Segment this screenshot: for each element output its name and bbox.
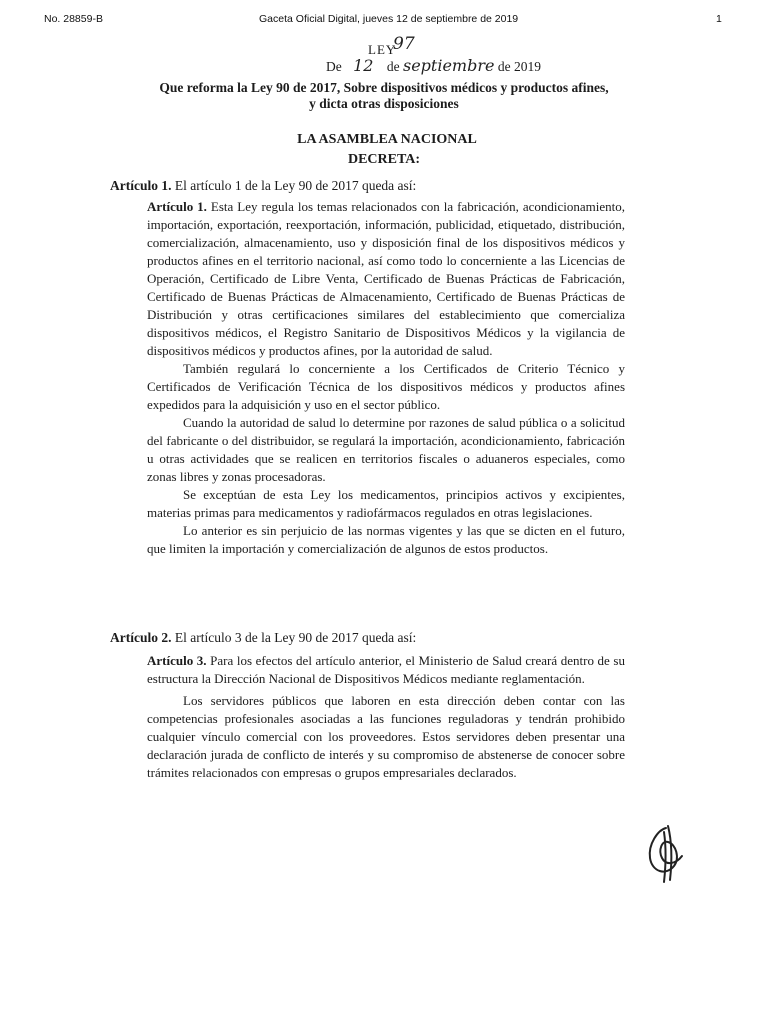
article-1-heading <box>110 178 416 194</box>
paragraph: Lo anterior es sin perjuicio de las normas vigentes y las que se dicten en el futuro, que limiten la importación y comercialización de algunos de estos productos. <box>147 523 625 556</box>
article-1-intro: El artículo 1 de la Ley 90 de 2017 queda así: <box>171 178 417 193</box>
paragraph <box>147 198 625 360</box>
gazette-number: No. 28859-B <box>44 13 103 25</box>
article-1-text <box>147 198 625 558</box>
law-title-line1: Que reforma la Ley 90 de 2017, Sobre dispositivos médicos y productos afines, <box>159 80 609 95</box>
law-date <box>326 56 541 75</box>
signature-initial-icon <box>636 820 692 886</box>
date-prefix: De <box>326 59 342 74</box>
gazette-title: Gaceta Oficial Digital, jueves 12 de septiembre de 2019 <box>259 13 519 25</box>
paragraph: También regulará lo concerniente a los Certificados de Criterio Técnico y Certificados de Verificación Técnica de los dispositivos médicos y productos afines expedidos para la adquisición y uso en el sector público. <box>147 361 625 412</box>
article-2-text <box>147 652 625 782</box>
paragraph-text: Esta Ley regula los temas relacionados con la fabricación, acondicionamiento, importación, exportación, reexportación, información, publicidad, etiquetado, distribución, comercialización, almacenamiento, uso y disposición final de los dispositivos médicos y productos afines en el territorio nacional, así como todo lo concerniente a las Licencias de Operación, Certificado de Libre Venta, Certificado de Buenas Prácticas de Fabricación, Certificado de Buenas Prácticas de Almacenamiento, Certificado de Buenas Prácticas de Distribución y otras certificaciones similares del establecimiento que comercializa dispositivos médicos, el Registro Sanitario de Dispositivos Médicos y la vigilancia de dispositivos médicos y productos afines, por la autoridad de salud. <box>147 199 625 358</box>
ley-number-handwritten: 97 <box>393 34 415 54</box>
inner-article-label: Artículo 1. <box>147 199 207 214</box>
assembly-name: LA ASAMBLEA NACIONAL <box>297 132 477 147</box>
article-2-intro: El artículo 3 de la Ley 90 de 2017 queda así: <box>171 630 417 645</box>
article-2-label: Artículo 2. <box>110 630 172 645</box>
gazette-header <box>0 0 768 30</box>
paragraph <box>147 652 625 688</box>
month-handwritten: septiembre <box>402 56 495 75</box>
paragraph: Los servidores públicos que laboren en esta dirección deben contar con las competencias profesionales asociadas a las funciones reguladoras y tendrán prohibido cualquier vínculo comercial con los proveedores. Estos servidores deben presentar una declaración jurada de conflicto de interés y su compromiso de abstenerse de conocer sobre trámites relacionados con empresas o grupos empresariales declarados. <box>147 693 625 780</box>
ley-label: LEY <box>368 42 397 57</box>
date-suffix: de 2019 <box>497 59 541 74</box>
decree-label: DECRETA: <box>347 152 421 167</box>
paragraph: Cuando la autoridad de salud lo determine por razones de salud pública o a solicitud del fabricante o del distribuidor, se regulará la importación, acondicionamiento, fabricación u otras actividades que se realicen en territorios fiscales o aduaneros especiales, como zonas libres y zonas procesadoras. <box>147 415 625 484</box>
article-2-heading <box>110 630 416 646</box>
page-number: 1 <box>716 13 722 25</box>
law-title <box>0 80 768 112</box>
paragraph: Se exceptúan de esta Ley los medicamentos, principios activos y excipientes, materias primas para medicamentos y radiofármacos regulados en otras legislaciones. <box>147 487 625 520</box>
date-mid: de <box>386 59 400 74</box>
day-handwritten: 12 <box>353 56 374 75</box>
inner-article-label: Artículo 3. <box>147 653 207 668</box>
article-1-label: Artículo 1. <box>110 178 172 193</box>
paragraph-text: Para los efectos del artículo anterior, el Ministerio de Salud creará dentro de su estructura la Dirección Nacional de Dispositivos Médicos mediante reglamentación. <box>147 653 625 686</box>
assembly-heading <box>0 130 768 170</box>
law-title-line2: y dicta otras disposiciones <box>309 96 459 111</box>
